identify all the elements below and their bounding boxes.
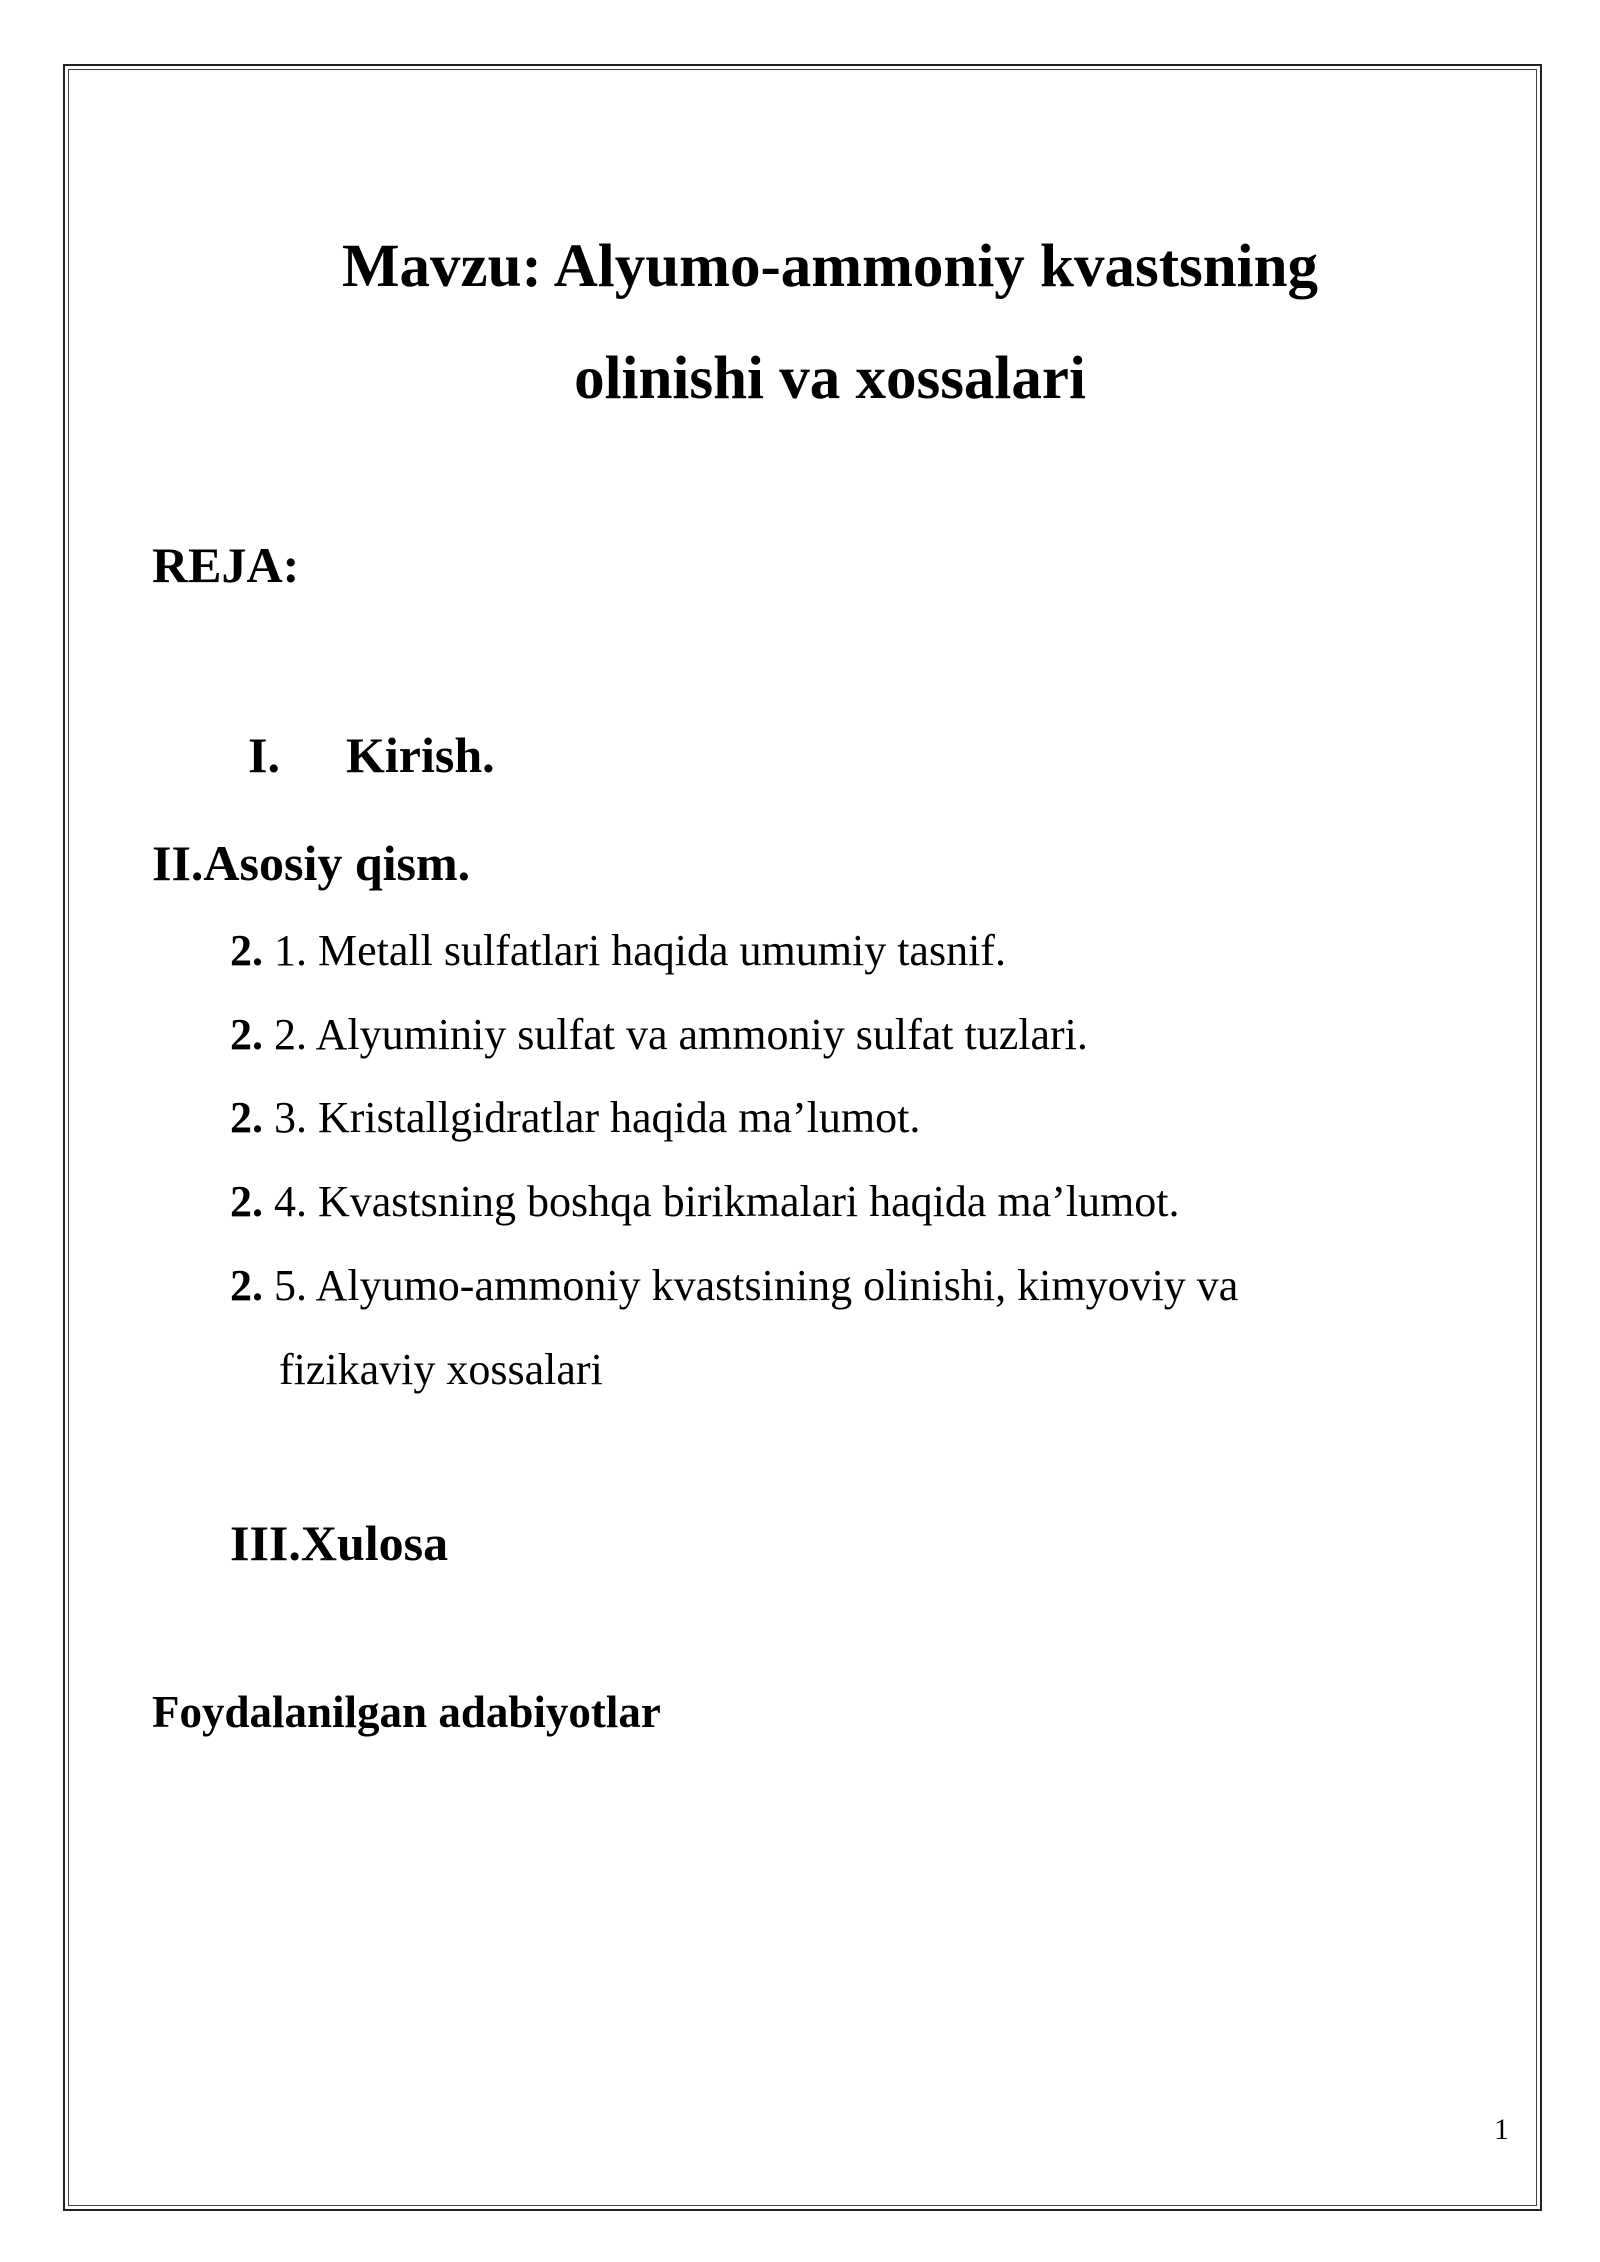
list-item [230,1010,1088,1059]
list-item [230,1093,921,1142]
list-item [230,1261,1239,1310]
list-item-text: 4. Kvastsning boshqa birikmalari haqida ma’lumot. [263,1177,1180,1226]
list-item-text: 5. Alyumo-ammoniy kvastsining olinishi, kimyoviy va [263,1261,1239,1310]
plan-heading: REJA: [152,537,300,593]
list-item-number: 2. [230,1093,263,1142]
list-item [230,1177,1180,1226]
section-2-label: II.Asosiy qism. [152,835,471,891]
section-1-number: I. [248,727,280,783]
list-item [230,926,1006,975]
document-title-line-2: olinishi va xossalari [574,345,1086,412]
list-item-text: 1. Metall sulfatlari haqida umumiy tasnif. [263,926,1006,975]
list-item-number: 2. [230,1010,263,1059]
list-item-number: 2. [230,1177,263,1226]
document-title-line-1: Mavzu: Alyumo-ammoniy kvastsning [341,233,1319,300]
list-item-number: 2. [230,926,263,975]
page-number: 1 [1494,2113,1509,2146]
list-item-continuation: fizikaviy xossalari [279,1345,603,1394]
section-1-label: Kirish. [346,727,495,783]
references-heading: Foydalanilgan adabiyotlar [152,1687,661,1737]
list-item-text: 3. Kristallgidratlar haqida ma’lumot. [263,1093,921,1142]
list-item-number: 2. [230,1261,263,1310]
list-item-text: 2. Alyuminiy sulfat va ammoniy sulfat tuzlari. [263,1010,1088,1059]
section-3-label: III.Xulosa [230,1515,449,1571]
